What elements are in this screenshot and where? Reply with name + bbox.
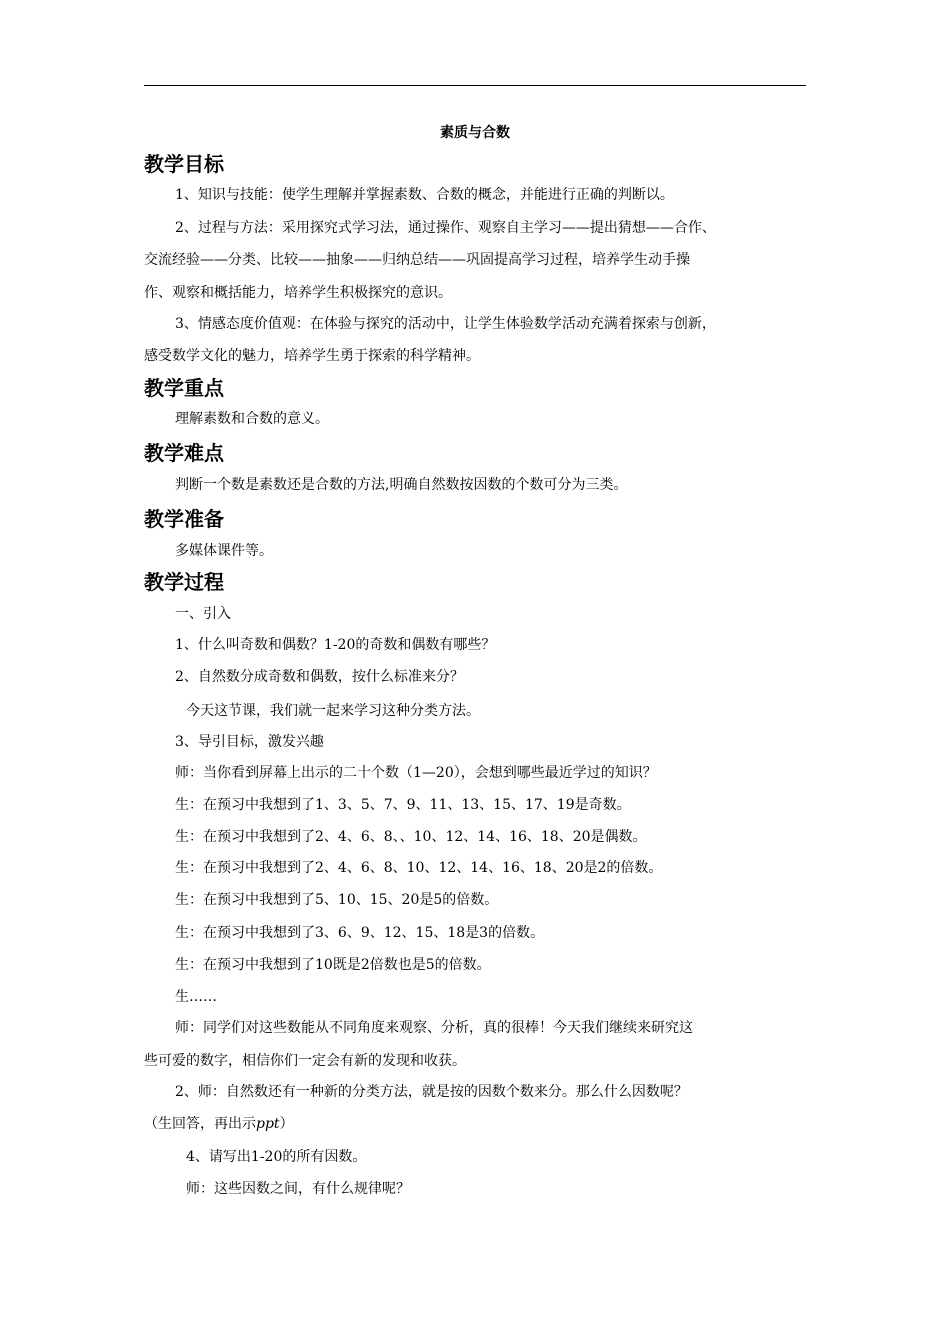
ppt-term: ppt xyxy=(256,1116,280,1132)
process-line-text: （生回答，再出示 xyxy=(144,1116,256,1132)
heading-preparation: 教学准备 xyxy=(144,507,224,531)
process-line: 1、什么叫奇数和偶数？1-20的奇数和偶数有哪些？ xyxy=(175,637,496,653)
process-line: 生：在预习中我想到了2、4、6、8、、10、12、14、16、18、20是偶数。 xyxy=(175,829,647,845)
heading-difficulties: 教学难点 xyxy=(144,441,224,465)
objective-line: 3、情感态度价值观：在体验与探究的活动中，让学生体验数学活动充满着探索与创新， xyxy=(175,316,716,332)
document-title: 素质与合数 xyxy=(440,125,510,141)
process-line: 一、引入 xyxy=(175,606,231,622)
process-line: 生…… xyxy=(175,989,217,1005)
objective-line: 感受数学文化的魅力，培养学生勇于探索的科学精神。 xyxy=(144,348,480,364)
process-line: 师：同学们对这些数能从不同角度来观察、分析，真的很棒！今天我们继续来研究这 xyxy=(175,1020,693,1036)
process-line-close: ） xyxy=(279,1116,294,1132)
process-line: 4、请写出1-20的所有因数。 xyxy=(186,1149,367,1165)
process-line: 生：在预习中我想到了10既是2倍数也是5的倍数。 xyxy=(175,957,491,973)
process-line: 生：在预习中我想到了1、3、5、7、9、11、13、15、17、19是奇数。 xyxy=(175,797,631,813)
heading-process: 教学过程 xyxy=(144,570,224,594)
process-line: 生：在预习中我想到了5、10、15、20是5的倍数。 xyxy=(175,892,499,908)
objective-line: 1、知识与技能：使学生理解并掌握素数、合数的概念，并能进行正确的判断以。 xyxy=(175,187,674,203)
preparation-text: 多媒体课件等。 xyxy=(175,543,273,559)
process-line: 今天这节课，我们就一起来学习这种分类方法。 xyxy=(186,703,480,719)
process-line: 2、自然数分成奇数和偶数，按什么标准来分？ xyxy=(175,669,464,685)
process-line: 2、师：自然数还有一种新的分类方法，就是按的因数个数来分。那么什么因数呢？ xyxy=(175,1084,688,1100)
process-line: 师：当你看到屏幕上出示的二十个数（1—20），会想到哪些最近学过的知识？ xyxy=(175,765,657,781)
process-line: 些可爱的数字，相信你们一定会有新的发现和收获。 xyxy=(144,1053,466,1069)
process-line: 3、导引目标，激发兴趣 xyxy=(175,734,324,750)
process-line: 生：在预习中我想到了3、6、9、12、15、18是3的倍数。 xyxy=(175,925,545,941)
heading-key-points: 教学重点 xyxy=(144,376,224,400)
header-rule xyxy=(144,85,806,86)
objective-line: 交流经验——分类、比较——抽象——归纳总结——巩固提高学习过程，培养学生动手操 xyxy=(144,252,690,268)
process-line: 生：在预习中我想到了2、4、6、8、10、12、14、16、18、20是2的倍数。 xyxy=(175,860,663,876)
key-points-text: 理解素数和合数的意义。 xyxy=(175,411,329,427)
objective-line: 作、观察和概括能力，培养学生积极探究的意识。 xyxy=(144,285,452,301)
process-line: 师：这些因数之间，有什么规律呢？ xyxy=(186,1181,410,1197)
process-line xyxy=(144,1115,294,1133)
difficulties-text: 判断一个数是素数还是合数的方法,明确自然数按因数的个数可分为三类。 xyxy=(175,477,628,493)
objective-line: 2、过程与方法：采用探究式学习法，通过操作、观察自主学习——提出猜想——合作、 xyxy=(175,220,716,236)
heading-objectives: 教学目标 xyxy=(144,152,224,176)
